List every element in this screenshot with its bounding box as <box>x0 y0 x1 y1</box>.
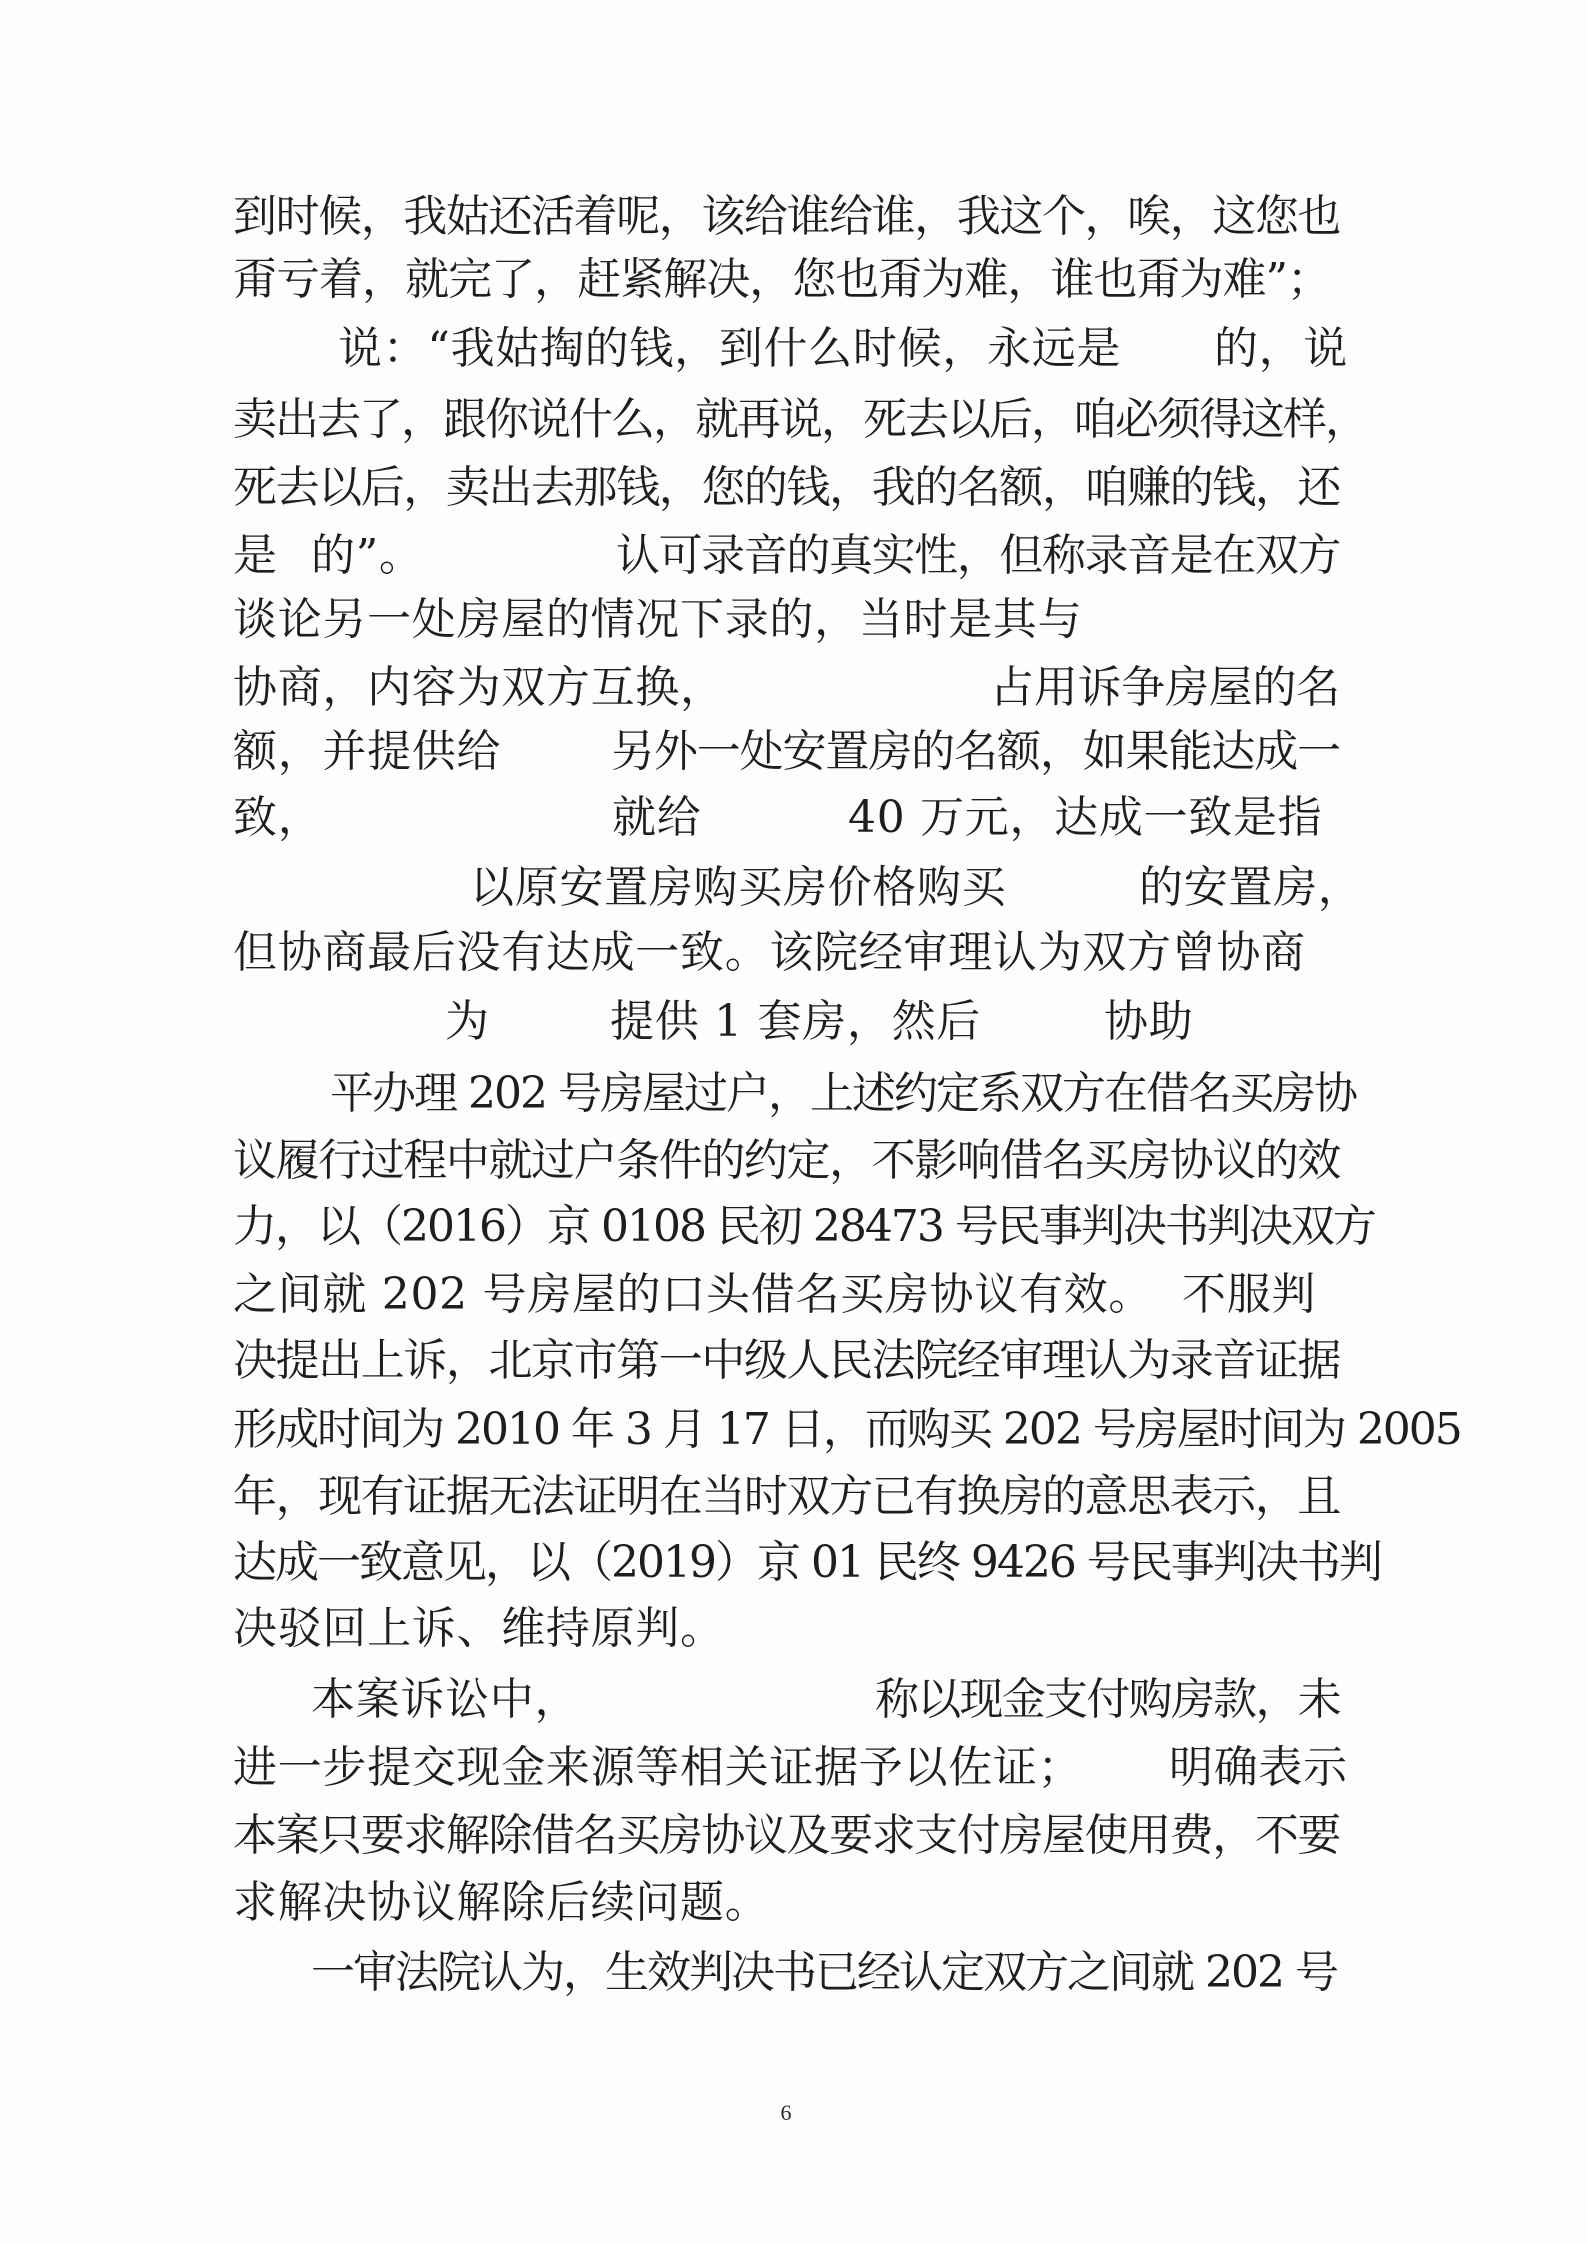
text-line: 协商，内容为双方互换， <box>233 662 725 713</box>
text-line: 达成一致意见，以（2019）京 01 民终 9426 号民事判决书判 <box>233 1537 1381 1588</box>
text-line: 为 <box>445 996 490 1047</box>
text-line: 称以现金支付购房款，未 <box>875 1674 1340 1725</box>
text-line: 的，说 <box>1214 323 1349 374</box>
text-line: 协助 <box>1104 996 1194 1047</box>
text-line: 形成时间为 2010 年 3 月 17 日，而购买 202 号房屋时间为 2005 <box>233 1404 1461 1455</box>
text-line: 认可录音的真实性，但称录音是在双方 <box>616 530 1340 581</box>
text-line: 额，并提供给 <box>233 726 502 777</box>
text-line: 到时候，我姑还活着呢，该给谁给谁，我这个，唉，这您也 <box>233 191 1340 242</box>
text-line: 本案只要求解除借名买房协议及要求支付房屋使用费，不要 <box>233 1810 1340 1861</box>
text-line: 一审法院认为，生效判决书已经认定双方之间就 202 号 <box>311 1947 1337 1998</box>
text-line: 死去以后，卖出去那钱，您的钱，我的名额，咱赚的钱，还 <box>233 462 1340 513</box>
text-line: 卖出去了，跟你说什么，就再说，死去以后，咱必须得这样， <box>233 394 1367 445</box>
text-line: 决驳回上诉、维持原判。 <box>233 1603 725 1654</box>
text-line: 另外一处安置房的名额，如果能达成一 <box>611 726 1340 777</box>
text-line: 以原安置房购买房价格购买 <box>470 862 1007 913</box>
text-line: 谈论另一处房屋的情况下录的，当时是其与 <box>233 594 1083 645</box>
text-line: 就给 <box>612 792 702 843</box>
text-line: 平办理 202 号房屋过户，上述约定系双方在借名买房协 <box>330 1068 1356 1119</box>
text-line: 进一步提交现金来源等相关证据予以佐证； <box>233 1742 1083 1793</box>
text-line: 本案诉讼中， <box>311 1674 580 1725</box>
text-line: 40 万元，达成一致是指 <box>848 792 1323 843</box>
page-number: 6 <box>780 2100 792 2125</box>
text-line: 的”。 <box>311 530 424 581</box>
text-line: 是 <box>233 530 278 581</box>
text-line: 不服判 <box>1182 1269 1317 1320</box>
text-line: 求解决协议解除后续问题。 <box>233 1877 770 1928</box>
text-line: 甭亏着，就完了，赶紧解决，您也甭为难，谁也甭为难”； <box>233 254 1330 305</box>
text-line: 但协商最后没有达成一致。该院经审理认为双方曾协商 <box>233 927 1306 978</box>
text-line: 说：“我姑掏的钱，到什么时候，永远是 <box>338 323 1122 374</box>
text-line: 决提出上诉，北京市第一中级人民法院经审理认为录音证据 <box>233 1335 1340 1386</box>
text-line: 占用诉争房屋的名 <box>990 662 1340 713</box>
text-line: 提供 1 套房，然后 <box>610 996 981 1047</box>
text-line: 之间就 202 号房屋的口头借名买房协议有效。 <box>233 1269 1154 1320</box>
text-line: 力，以（2016）京 0108 民初 28473 号民事判决书判决双方 <box>233 1201 1375 1252</box>
text-line: 议履行过程中就过户条件的约定，不影响借名买房协议的效 <box>233 1135 1340 1186</box>
text-line: 明确表示 <box>1169 1742 1348 1793</box>
text-line: 致， <box>233 792 323 843</box>
text-line: 年，现有证据无法证明在当时双方已有换房的意思表示，且 <box>233 1471 1340 1522</box>
text-line: 的安置房， <box>1139 862 1363 913</box>
